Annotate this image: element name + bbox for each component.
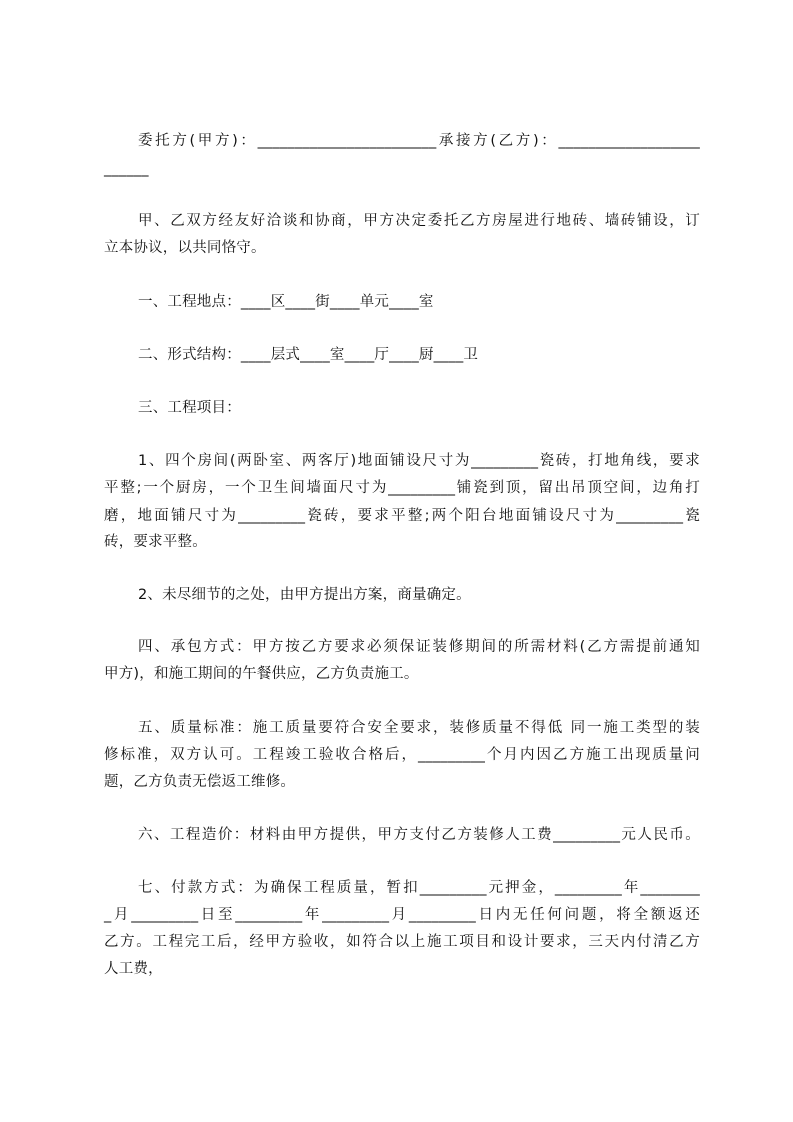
parties-line-2: ______ <box>104 161 149 177</box>
section-5-line-1: 五、质量标准：施工质量要符合安全要求，装修质量不得低 同一施工类型的装 <box>138 720 700 736</box>
section-3-heading: 三、工程项目： <box>138 400 241 416</box>
section-7-line-1: 七、付款方式：为确保工程质量，暂扣_________元押金，_________年________ <box>138 880 700 896</box>
section-4-line-1: 四、承包方式：甲方按乙方要求必须保证装修期间的所需材料(乙方需提前通知 <box>138 639 700 655</box>
item-1-line-1: 1、四个房间(两卧室、两客厅)地面铺设尺寸为_________瓷砖，打地角线，要求 <box>138 453 700 469</box>
section-7-line-3: 乙方。工程完工后，经甲方验收，如符合以上施工项目和设计要求，三天内付清乙方 <box>104 934 700 950</box>
section-2-structure: 二、形式结构：____层式____室____厅____厨____卫 <box>138 347 479 363</box>
section-7-line-2: _月_________日至_________年_________月_________日内无任何问题，将全额返还 <box>104 907 700 923</box>
item-1-line-2: 平整;一个厨房，一个卫生间墙面尺寸为_________铺瓷到顶，留出吊顶空间，边角打 <box>104 480 700 496</box>
parties-line-1: 委托方(甲方)：________________________承接方(乙方)：___________________ <box>138 133 700 149</box>
item-1-line-3: 磨，地面铺尺寸为_________瓷砖，要求平整;两个阳台地面铺设尺寸为_________瓷 <box>104 508 700 524</box>
section-5-line-2: 修标准，双方认可。工程竣工验收合格后，_________个月内因乙方施工出现质量问 <box>104 747 700 763</box>
section-1-location: 一、工程地点：____区____街____单元____室 <box>138 294 434 310</box>
intro-line-2: 立本协议，以共同恪守。 <box>104 240 266 256</box>
section-4-line-2: 甲方)，和施工期间的午餐供应，乙方负责施工。 <box>104 666 419 682</box>
section-5-line-3: 题，乙方负责无偿返工维修。 <box>104 774 296 790</box>
item-2: 2、未尽细节的之处，由甲方提出方案，商量确定。 <box>138 587 471 603</box>
item-1-line-4: 砖，要求平整。 <box>104 534 207 550</box>
section-6-cost: 六、工程造价：材料由甲方提供，甲方支付乙方装修人工费_________元人民币。 <box>138 827 700 843</box>
intro-line-1: 甲、乙双方经友好洽谈和协商，甲方决定委托乙方房屋进行地砖、墙砖铺设，订 <box>138 213 700 229</box>
section-7-line-4: 人工费， <box>104 961 163 977</box>
